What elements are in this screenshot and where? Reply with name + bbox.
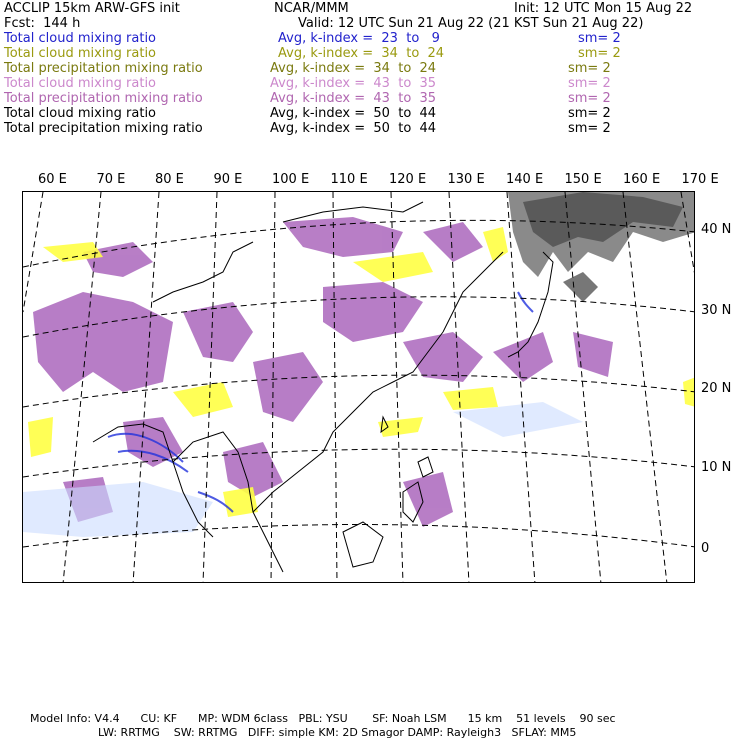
model-info-line2: LW: RRTMG SW: RRTMG DIFF: simple KM: 2D Smagor DAMP: Rayleigh3 SFLAY: MM5 — [98, 726, 577, 739]
field-k-index: Avg, k-index = 34 to 24 — [270, 61, 437, 76]
valid-time: Valid: 12 UTC Sun 21 Aug 22 (21 KST Sun 21 Aug 22) — [298, 16, 644, 31]
field-smoothing: sm= 2 — [568, 91, 611, 106]
field-name: Total cloud mixing ratio — [4, 31, 157, 46]
field-smoothing: sm= 2 — [578, 46, 621, 61]
field-name: Total cloud mixing ratio — [4, 106, 157, 121]
field-k-index: Avg, k-index = 34 to 24 — [278, 46, 445, 61]
longitude-label: 110 E — [330, 172, 368, 187]
field-smoothing: sm= 2 — [568, 76, 611, 91]
longitude-label: 80 E — [155, 172, 184, 187]
latitude-label: 10 N — [701, 460, 732, 475]
longitude-label: 140 E — [506, 172, 544, 187]
latitude-label: 0 — [701, 541, 710, 556]
map-panel — [22, 191, 695, 583]
field-smoothing: sm= 2 — [568, 121, 611, 136]
longitude-label: 150 E — [564, 172, 602, 187]
field-name: Total precipitation mixing ratio — [4, 121, 203, 136]
longitude-label: 120 E — [389, 172, 427, 187]
init-time: Init: 12 UTC Mon 15 Aug 22 — [514, 1, 693, 16]
longitude-label: 70 E — [96, 172, 126, 187]
latitude-label: 30 N — [701, 303, 732, 318]
field-k-index: Avg, k-index = 50 to 44 — [270, 121, 437, 136]
latitude-label: 20 N — [701, 381, 732, 396]
map-canvas — [23, 192, 695, 583]
forecast-hour: Fcst: 144 h — [4, 16, 81, 31]
field-smoothing: sm= 2 — [578, 31, 621, 46]
field-name: Total cloud mixing ratio — [4, 46, 157, 61]
field-name: Total cloud mixing ratio — [4, 76, 157, 91]
longitude-label: 60 E — [38, 172, 67, 187]
field-name: Total precipitation mixing ratio — [4, 91, 203, 106]
field-k-index: Avg, k-index = 50 to 44 — [270, 106, 437, 121]
model-title: ACCLIP 15km ARW-GFS init — [4, 1, 180, 16]
field-k-index: Avg, k-index = 43 to 35 — [270, 91, 437, 106]
field-k-index: Avg, k-index = 43 to 35 — [270, 76, 437, 91]
organization: NCAR/MMM — [274, 1, 349, 16]
longitude-label: 130 E — [447, 172, 485, 187]
longitude-label: 170 E — [681, 172, 719, 187]
field-name: Total precipitation mixing ratio — [4, 61, 203, 76]
field-smoothing: sm= 2 — [568, 61, 611, 76]
longitude-label: 100 E — [272, 172, 310, 187]
model-info-line1: Model Info: V4.4 CU: KF MP: WDM 6class PBL: YSU SF: Noah LSM 15 km 51 levels 90 sec — [30, 712, 616, 725]
latitude-label: 40 N — [701, 222, 732, 237]
field-k-index: Avg, k-index = 23 to 9 — [278, 31, 440, 46]
field-smoothing: sm= 2 — [568, 106, 611, 121]
longitude-label: 160 E — [623, 172, 661, 187]
longitude-label: 90 E — [213, 172, 243, 187]
